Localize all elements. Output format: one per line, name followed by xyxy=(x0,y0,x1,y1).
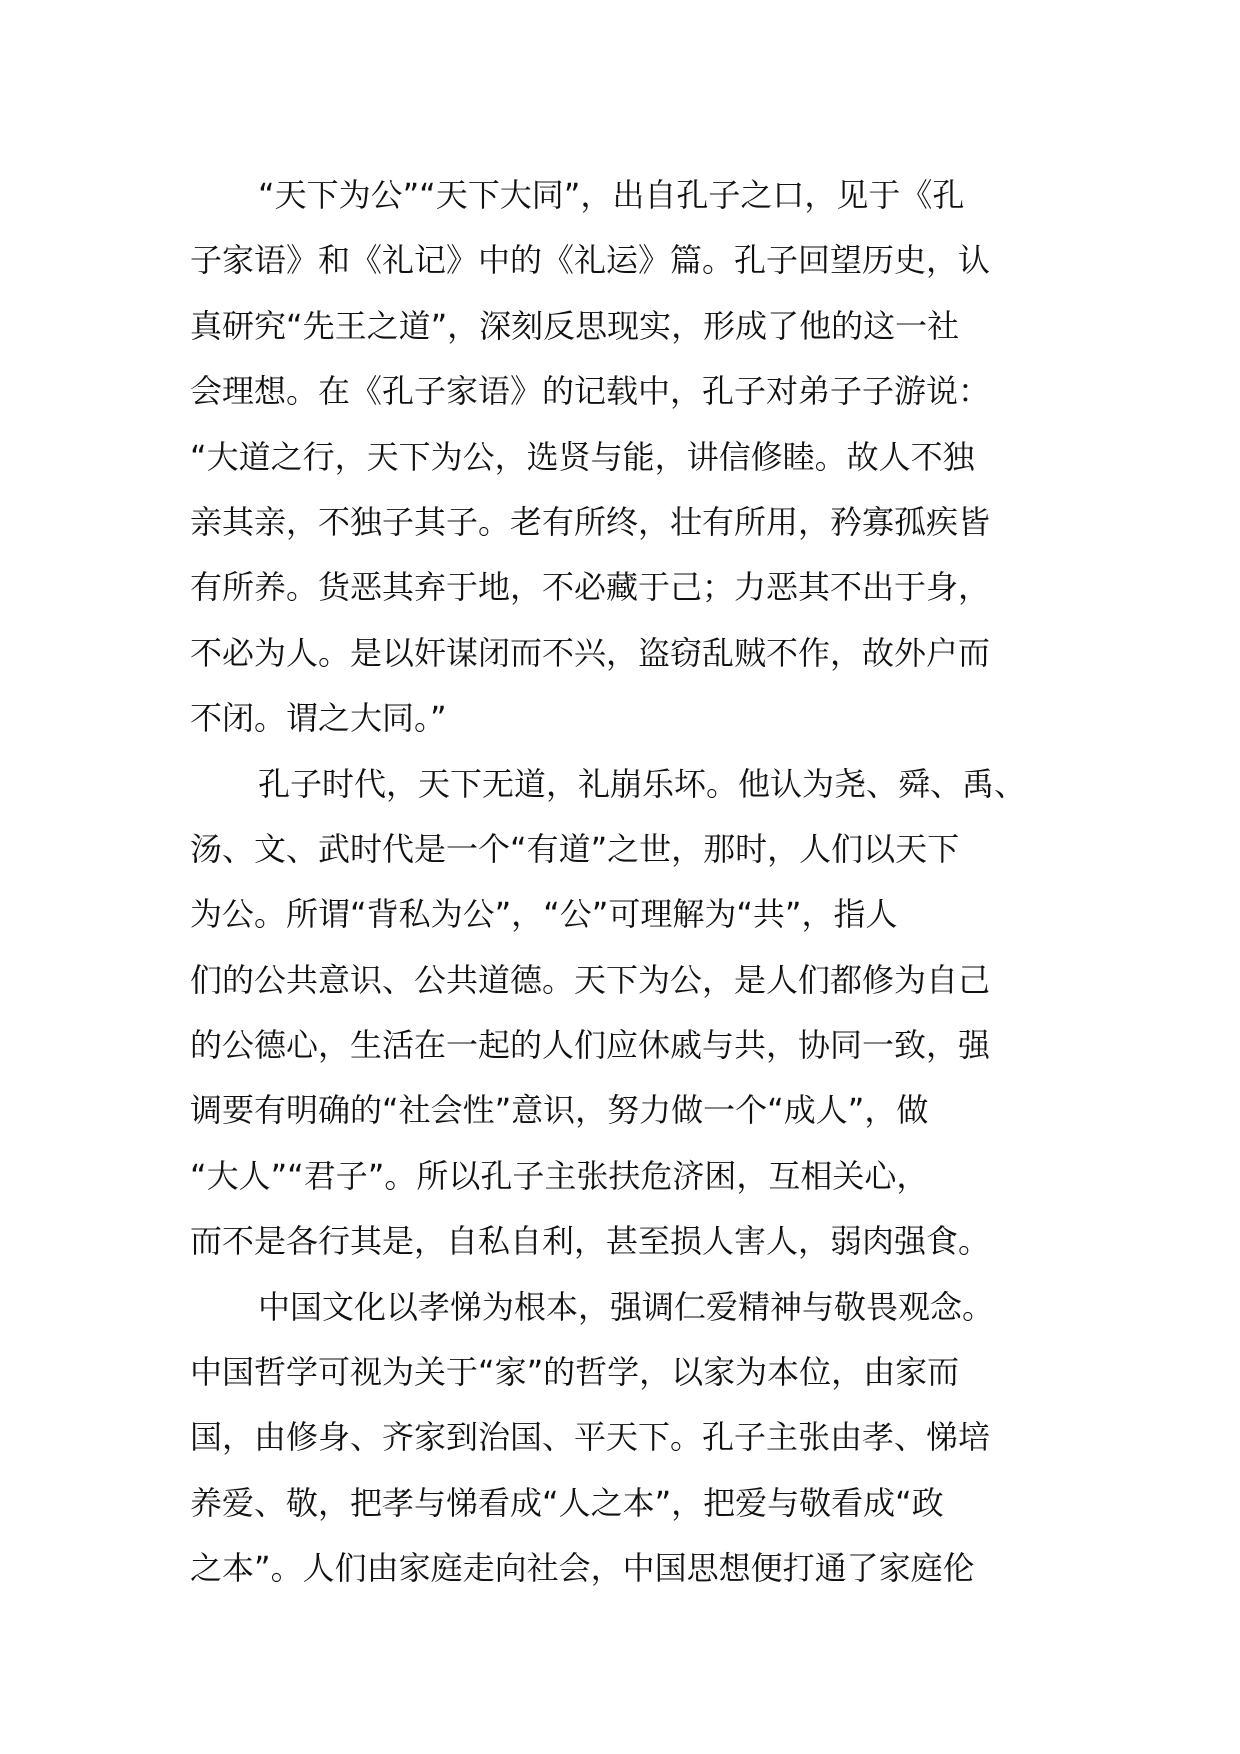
paragraph-1-line-8: 不必为人。是以奸谋闭而不兴，盗窃乱贼不作，故外户而 xyxy=(190,633,991,672)
paragraph-1-line-1: “天下为公”“天下大同”，出自孔子之口，见于《孔 xyxy=(258,176,965,214)
paragraph-2-line-3: 为公。所谓“背私为公”，“公”可理解为“共”，指人 xyxy=(190,895,898,934)
paragraph-3-line-1: 中国文化以孝悌为根本，强调仁爱精神与敬畏观念。 xyxy=(258,1287,995,1326)
paragraph-1 xyxy=(190,163,1070,752)
paragraph-1-line-5: “大道之行，天下为公，选贤与能，讲信修睦。故人不独 xyxy=(190,437,975,476)
paragraph-3 xyxy=(190,1275,1070,1602)
paragraph-1-line-7: 有所养。货恶其弃于地，不必藏于己；力恶其不出于身， xyxy=(190,568,991,607)
paragraph-2-line-7: “大人”“君子”。所以孔子主张扶危济困，互相关心， xyxy=(190,1156,929,1195)
paragraph-3-line-2: 中国哲学可视为关于“家”的哲学，以家为本位，由家而 xyxy=(190,1353,960,1392)
paragraph-2-line-1: 孔子时代，天下无道，礼崩乐坏。他认为尧、舜、禹、 xyxy=(258,764,1027,803)
paragraph-3-line-5: 之本”。人们由家庭走向社会，中国思想便打通了家庭伦 xyxy=(190,1549,975,1588)
paragraph-3-line-3: 国，由修身、齐家到治国、平天下。孔子主张由孝、悌培 xyxy=(190,1418,991,1457)
paragraph-2-line-4: 们的公共意识、公共道德。天下为公，是人们都修为自己 xyxy=(190,960,991,999)
paragraph-1-line-9: 不闭。谓之大同。” xyxy=(190,699,447,738)
paragraph-1-line-6: 亲其亲，不独子其子。老有所终，壮有所用，矜寡孤疾皆 xyxy=(190,502,991,541)
document-body xyxy=(190,163,1070,1602)
paragraph-2-line-5: 的公德心，生活在一起的人们应休戚与共，协同一致，强 xyxy=(190,1026,991,1065)
paragraph-2 xyxy=(190,752,1070,1275)
paragraph-1-line-3: 真研究“先王之道”，深刻反思现实，形成了他的这一社 xyxy=(190,306,960,345)
paragraph-3-line-4: 养爱、敬，把孝与悌看成“人之本”，把爱与敬看成“政 xyxy=(190,1483,944,1522)
paragraph-2-line-8: 而不是各行其是，自私自利，甚至损人害人，弱肉强食。 xyxy=(190,1222,991,1261)
paragraph-2-line-6: 调要有明确的“社会性”意识，努力做一个“成人”，做 xyxy=(190,1091,929,1130)
paragraph-1-line-2: 子家语》和《礼记》中的《礼运》篇。孔子回望历史，认 xyxy=(190,241,991,280)
paragraph-2-line-2: 汤、文、武时代是一个“有道”之世，那时，人们以天下 xyxy=(190,829,960,868)
paragraph-1-line-4: 会理想。在《孔子家语》的记载中，孔子对弟子子游说： xyxy=(190,372,991,411)
